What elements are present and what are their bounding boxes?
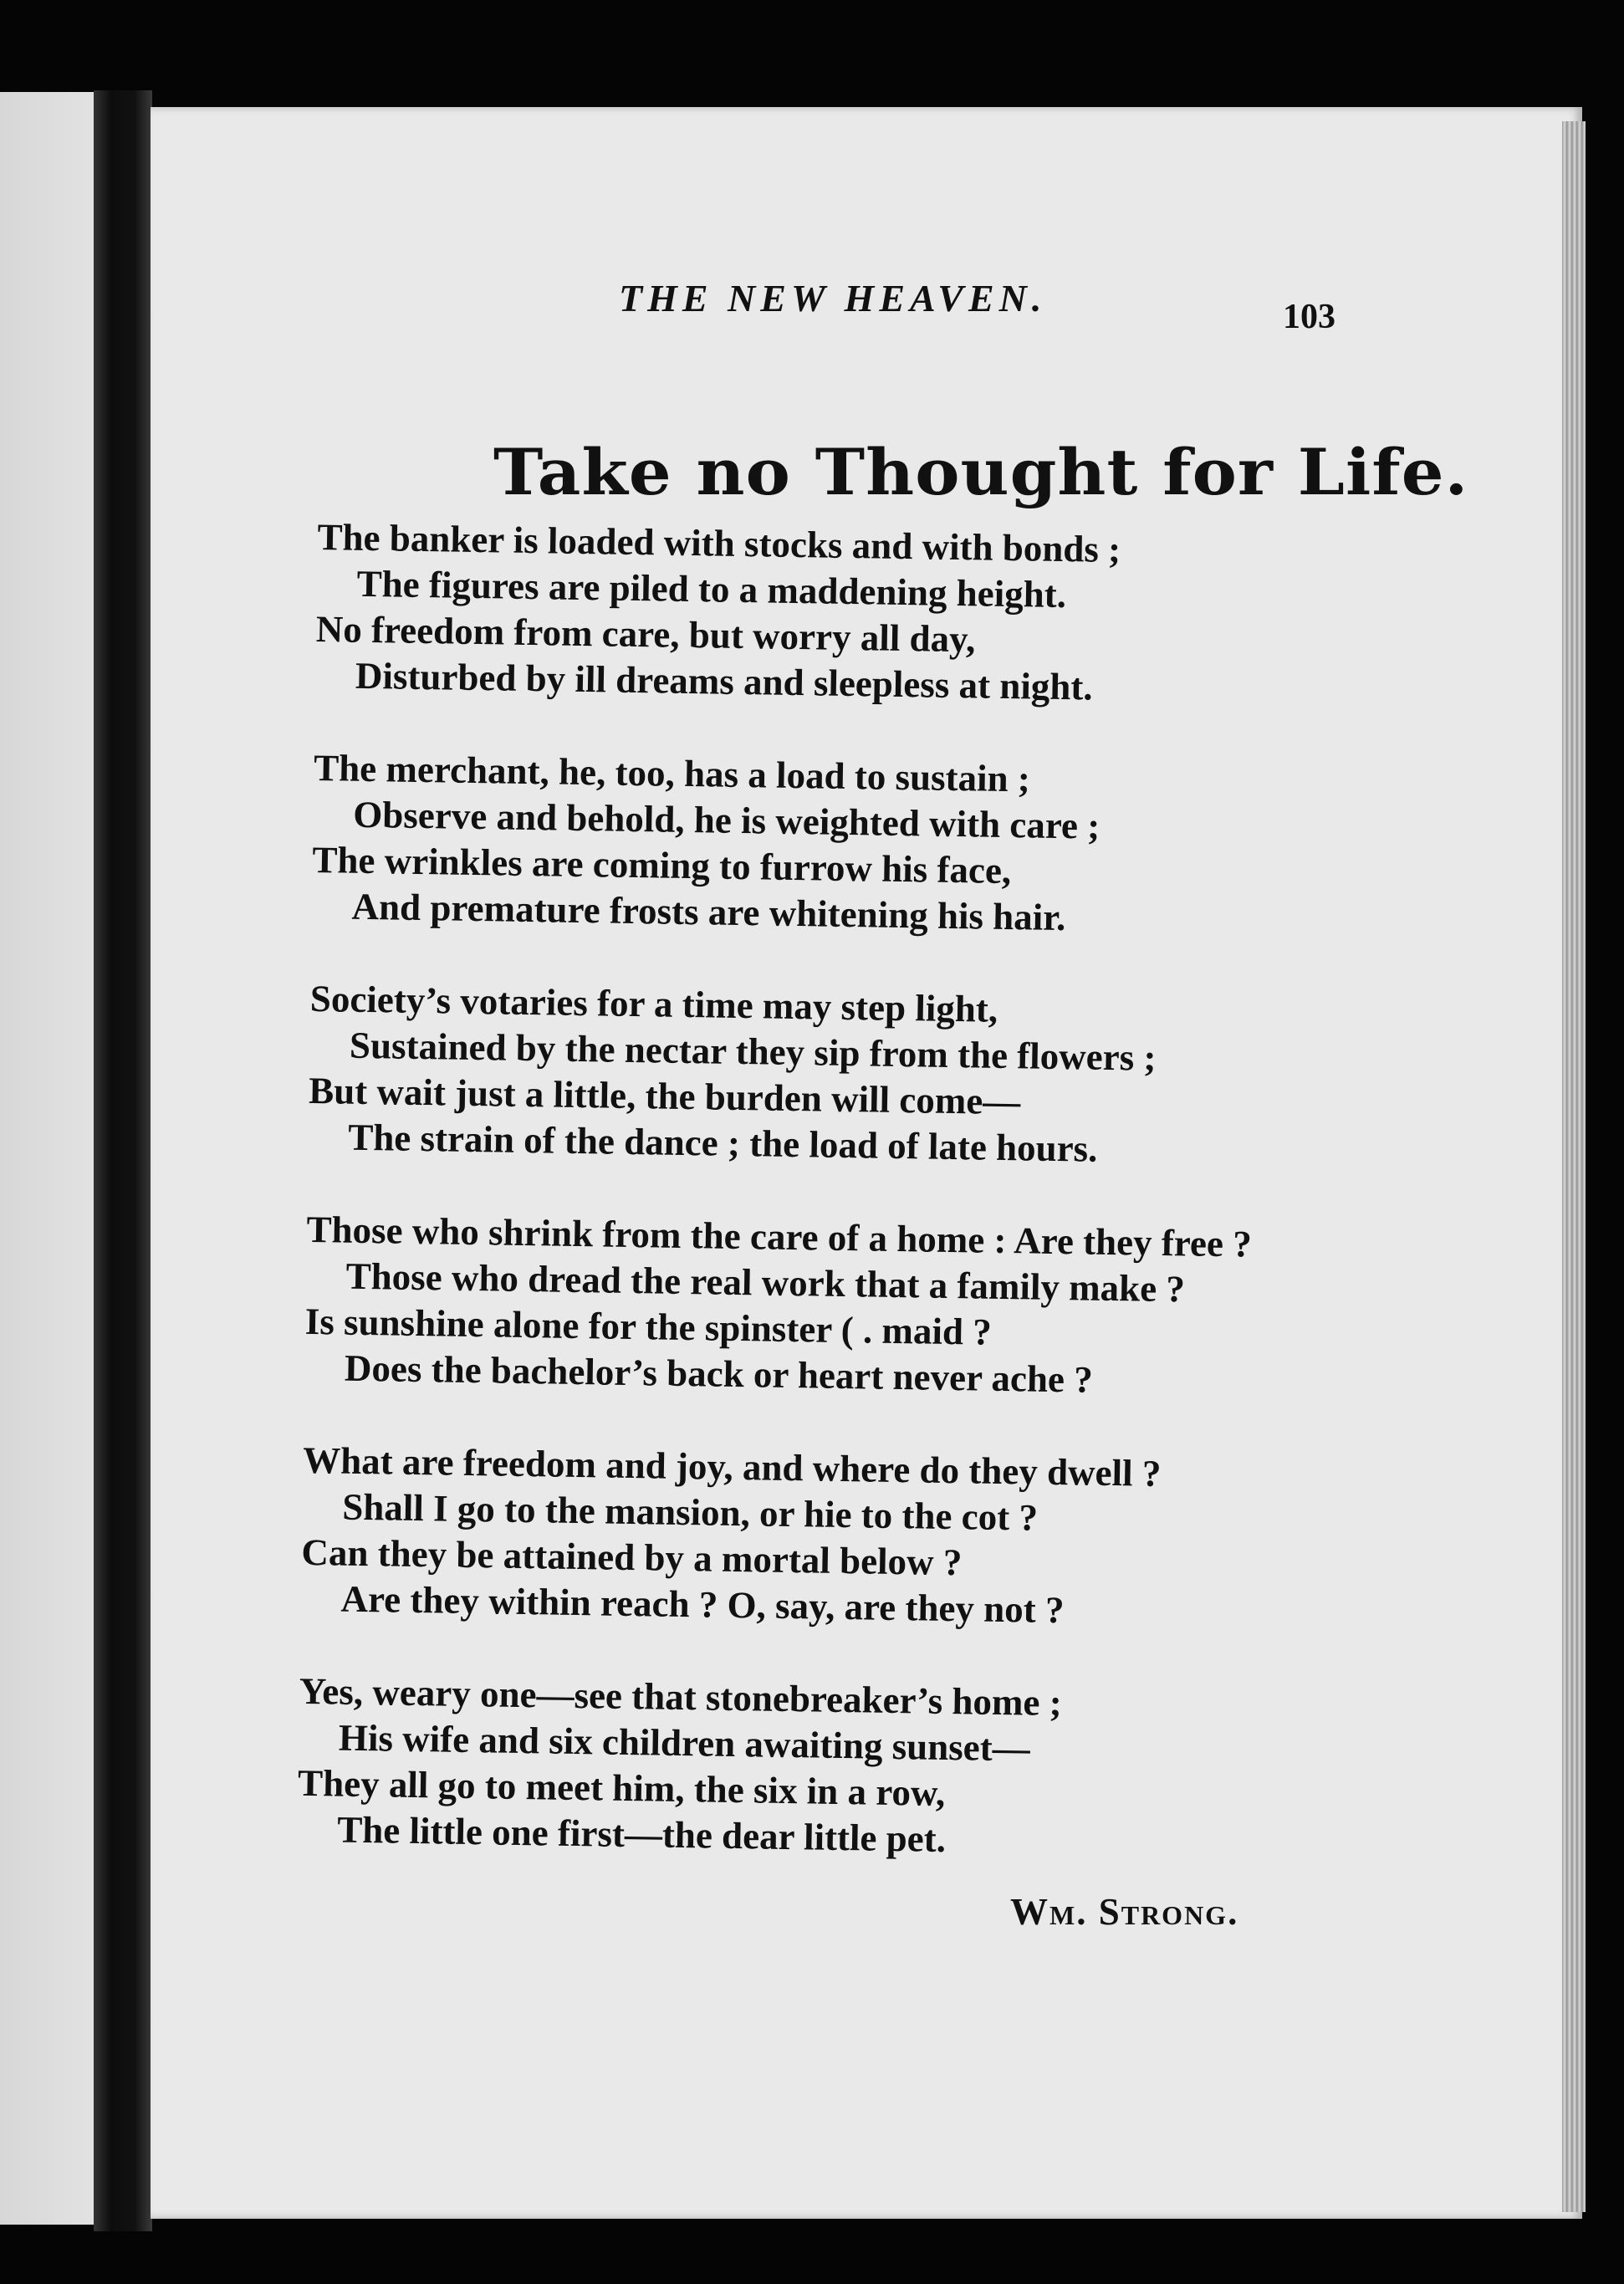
poem-line: What are freedom and joy, and where do they dwell ? — [302, 1438, 1162, 1495]
poem-line: Sustained by the nectar they sip from the flowers ; — [349, 1024, 1157, 1079]
poem-line: And premature frosts are whitening his hair. — [351, 885, 1066, 939]
stanza-1 — [315, 514, 1330, 714]
poem-line: Those who shrink from the care of a home : Are they free ? — [306, 1208, 1253, 1265]
running-head: THE NEW HEAVEN. — [619, 277, 1047, 319]
poem-line: The banker is loaded with stocks and with bonds ; — [317, 515, 1121, 571]
poem-line: No freedom from care, but worry all day, — [315, 607, 976, 661]
poem-line: The little one first—the dear little pet. — [336, 1808, 947, 1860]
poem-line: Observe and behold, he is weighted with care ; — [352, 793, 1101, 847]
stanza-5 — [300, 1438, 1315, 1638]
page-number: 103 — [1283, 298, 1335, 336]
poem-line: Can they be attained by a mortal below ? — [301, 1530, 963, 1584]
poem-line: His wife and six children awaiting sunset— — [338, 1716, 1031, 1770]
poem-line: Are they within reach ? O, say, are they not ? — [340, 1577, 1065, 1632]
poem-title: Take no Thought for Life. — [493, 435, 1469, 509]
author-signature: Wm. Strong. — [1010, 1891, 1239, 1933]
poem-line: The figures are piled to a maddening height. — [356, 562, 1067, 616]
poem-line: Those who dread the real work that a family make ? — [345, 1254, 1186, 1311]
poem-line: Shall I go to the mansion, or hie to the cot ? — [341, 1485, 1039, 1539]
stanza-2 — [311, 745, 1325, 945]
poem-line: The strain of the dance ; the load of late hours. — [347, 1116, 1098, 1170]
poem-line: Yes, weary one—see that stonebreaker’s home ; — [299, 1669, 1063, 1724]
stanza-6 — [297, 1668, 1311, 1868]
stanza-4 — [304, 1207, 1319, 1407]
poem-line: Society’s votaries for a time may step light, — [309, 977, 998, 1030]
poem-line: The wrinkles are coming to furrow his face, — [312, 838, 1012, 892]
poem-line: Disturbed by ill dreams and sleepless at night. — [355, 654, 1094, 708]
poem-line: The merchant, he, too, has a load to sustain ; — [313, 746, 1031, 800]
poem-line: Does the bachelor’s back or heart never ache ? — [344, 1346, 1094, 1401]
poem-line: Is sunshine alone for the spinster ( . maid ? — [304, 1300, 993, 1353]
poem-line: They all go to meet him, the six in a row, — [297, 1761, 946, 1814]
poem-body — [296, 514, 1330, 1915]
stanza-3 — [308, 976, 1322, 1176]
poem-line: But wait just a little, the burden will come— — [308, 1069, 1021, 1123]
